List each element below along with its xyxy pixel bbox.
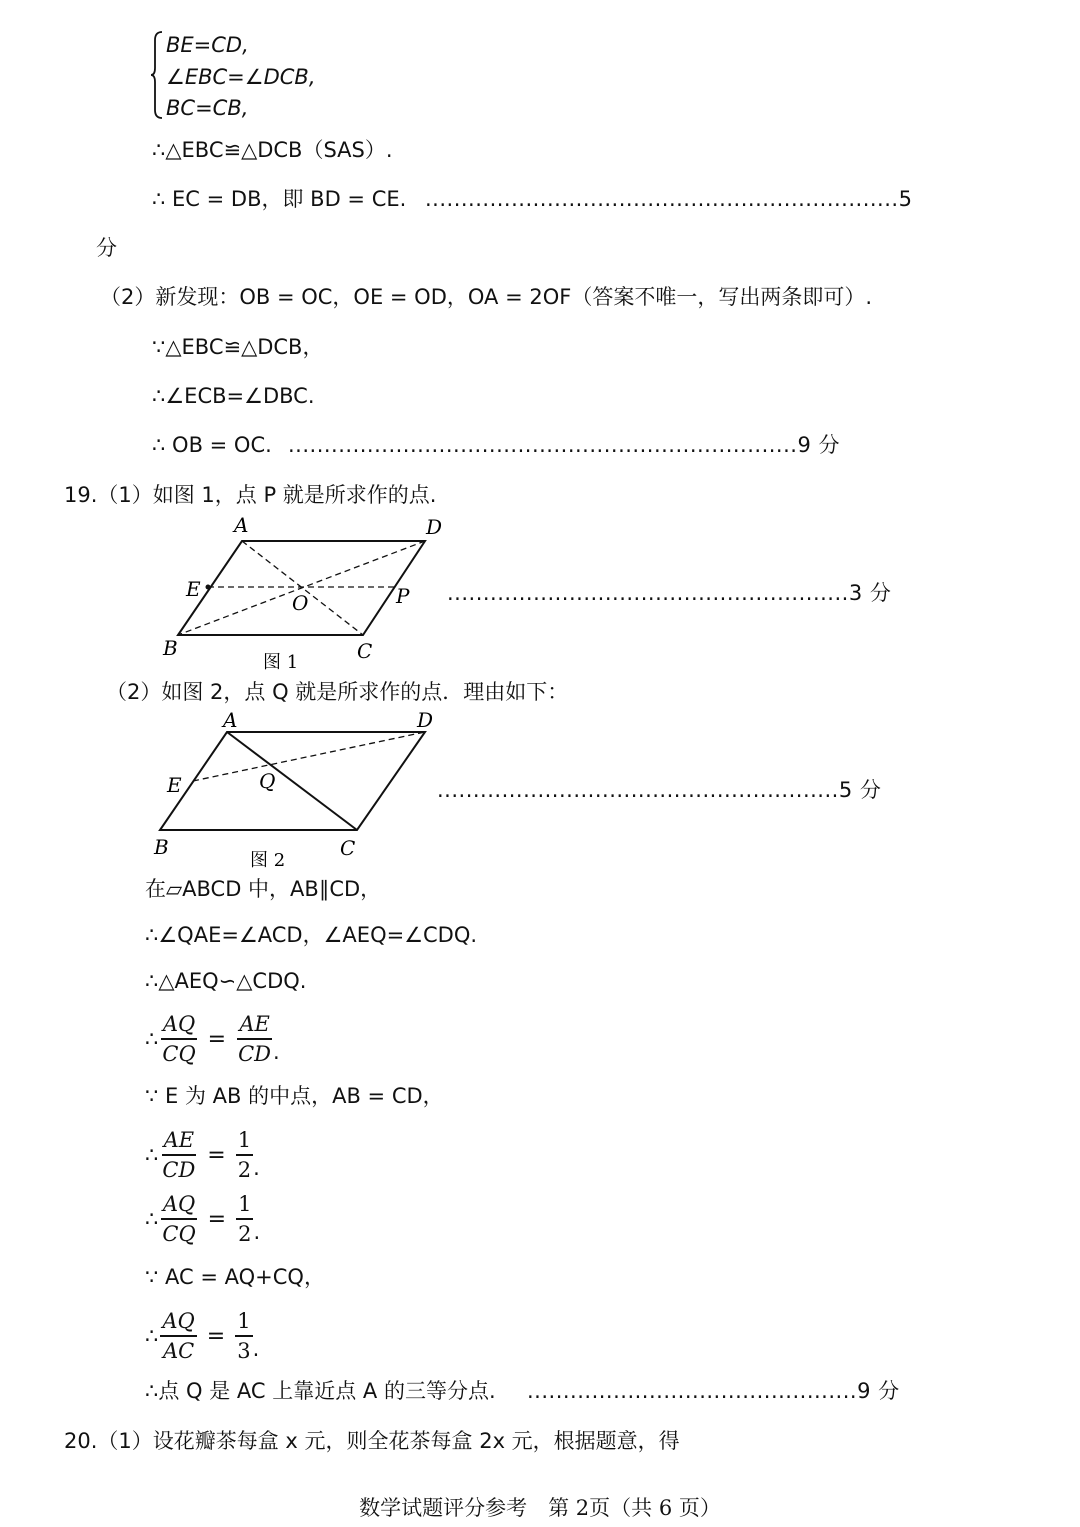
period: . <box>253 1156 260 1180</box>
figure-1 <box>150 510 460 675</box>
label-c-2: C <box>340 836 356 860</box>
angle-pairs-line: ∴∠QAE=∠ACD，∠AEQ=∠CDQ. <box>145 923 478 947</box>
parallelogram-parallel-line: 在▱ABCD 中，AB∥CD， <box>145 877 382 901</box>
diagonal-bd-1 <box>178 541 425 635</box>
fraction-line-2 <box>145 1126 260 1184</box>
fraction-4-rhs-num: 1 <box>235 1307 252 1337</box>
fraction-2-rhs-num: 1 <box>236 1126 253 1156</box>
fraction-2-lhs-den: CD <box>162 1158 196 1182</box>
question-20-part1: 20.（1）设花瓣茶每盒 x 元，则全花茶每盒 2x 元，根据题意，得 <box>64 1429 680 1453</box>
page-footer: 数学试题评分参考 第 2页（共 6 页） <box>359 1496 721 1520</box>
fraction-4-lhs-den: AC <box>162 1339 195 1363</box>
label-b-2: B <box>154 835 169 859</box>
label-b-1: B <box>163 636 178 660</box>
angle-equal-line: ∴∠ECB=∠DBC. <box>152 384 315 408</box>
system-brace <box>150 30 164 120</box>
label-a-1: A <box>234 513 249 537</box>
score-dots-5: ..................................................................5 <box>425 187 913 211</box>
therefore-symbol: ∴ <box>145 1324 159 1348</box>
ec-db-line: ∴ EC = DB，即 BD = CE. <box>152 187 407 211</box>
fraction-1-rhs-num: AE <box>237 1010 272 1040</box>
line-ed-2 <box>193 732 425 781</box>
fraction-1-lhs-den: CQ <box>162 1042 196 1066</box>
question-19-part2: （2）如图 2，点 Q 就是所求作的点．理由如下： <box>106 680 569 704</box>
fraction-1-lhs-num: AQ <box>161 1010 197 1040</box>
label-d-1: D <box>426 515 443 539</box>
part2-new-findings: （2）新发现：OB = OC，OE = OD，OA = 2OF（答案不唯一，写出两条即可）. <box>100 285 872 309</box>
period: . <box>252 1337 260 1361</box>
score-dots-9a: .......................................................................9 分 <box>288 433 840 457</box>
score-dots-9b: ..............................................9 分 <box>527 1379 900 1403</box>
fraction-4-rhs-den: 3 <box>237 1339 251 1363</box>
equals-sign: = <box>207 1026 227 1052</box>
label-d-2: D <box>417 708 434 732</box>
score-dots-5b: ........................................................5 分 <box>437 778 882 802</box>
ob-oc-line: ∴ OB = OC. <box>152 433 272 457</box>
equation-line-1: BE=CD, <box>166 33 249 57</box>
score-unit: 分 <box>96 236 117 260</box>
fraction-line-4 <box>145 1307 259 1365</box>
because-congruent: ∵△EBC≌△DCB， <box>152 335 324 359</box>
congruence-conclusion: ∴△EBC≌△DCB（SAS）. <box>152 138 393 162</box>
therefore-symbol: ∴ <box>145 1207 159 1231</box>
ac-sum-line: ∵ AC = AQ+CQ， <box>145 1265 325 1289</box>
similar-triangles-line: ∴△AEQ∽△CDQ. <box>145 969 307 993</box>
fraction-2-lhs-num: AE <box>162 1126 197 1156</box>
period: . <box>253 1220 261 1244</box>
label-q-2: Q <box>259 769 276 793</box>
fraction-3-lhs-den: CQ <box>162 1222 196 1246</box>
trisection-conclusion: ∴点 Q 是 AC 上靠近点 A 的三等分点. <box>145 1379 496 1403</box>
equals-sign: = <box>206 1323 226 1349</box>
therefore-symbol: ∴ <box>145 1027 159 1051</box>
fraction-1-rhs-den: CD <box>238 1042 272 1066</box>
equals-sign: = <box>207 1206 227 1232</box>
figure-2-caption: 图 2 <box>250 850 286 871</box>
score-dots-3: ........................................................3 分 <box>447 581 892 605</box>
fraction-3-lhs-num: AQ <box>161 1190 197 1220</box>
fraction-2-rhs-den: 2 <box>237 1158 252 1182</box>
diagonal-ac-2 <box>227 732 357 830</box>
label-p-1: P <box>396 584 410 608</box>
fraction-line-1 <box>145 1010 280 1068</box>
equation-line-2: ∠EBC=∠DCB, <box>166 65 316 89</box>
label-o-1: O <box>292 591 309 615</box>
figure-2 <box>145 707 445 872</box>
fraction-3-rhs-num: 1 <box>236 1190 253 1220</box>
equals-sign: = <box>207 1142 226 1168</box>
label-e-2: E <box>167 773 182 797</box>
point-e-dot-1 <box>206 585 211 590</box>
fraction-3-rhs-den: 2 <box>238 1222 252 1246</box>
label-e-1: E <box>186 577 201 601</box>
fraction-4-lhs-num: AQ <box>160 1307 196 1337</box>
equation-line-3: BC=CB, <box>166 96 249 120</box>
fraction-line-3 <box>145 1190 260 1248</box>
label-a-2: A <box>223 708 238 732</box>
question-19-part1: 19.（1）如图 1，点 P 就是所求作的点. <box>64 483 437 507</box>
figure-1-caption: 图 1 <box>263 652 299 673</box>
period: . <box>273 1040 280 1064</box>
label-c-1: C <box>357 639 373 663</box>
therefore-symbol: ∴ <box>145 1143 159 1167</box>
midpoint-line: ∵ E 为 AB 的中点，AB = CD， <box>145 1084 444 1108</box>
